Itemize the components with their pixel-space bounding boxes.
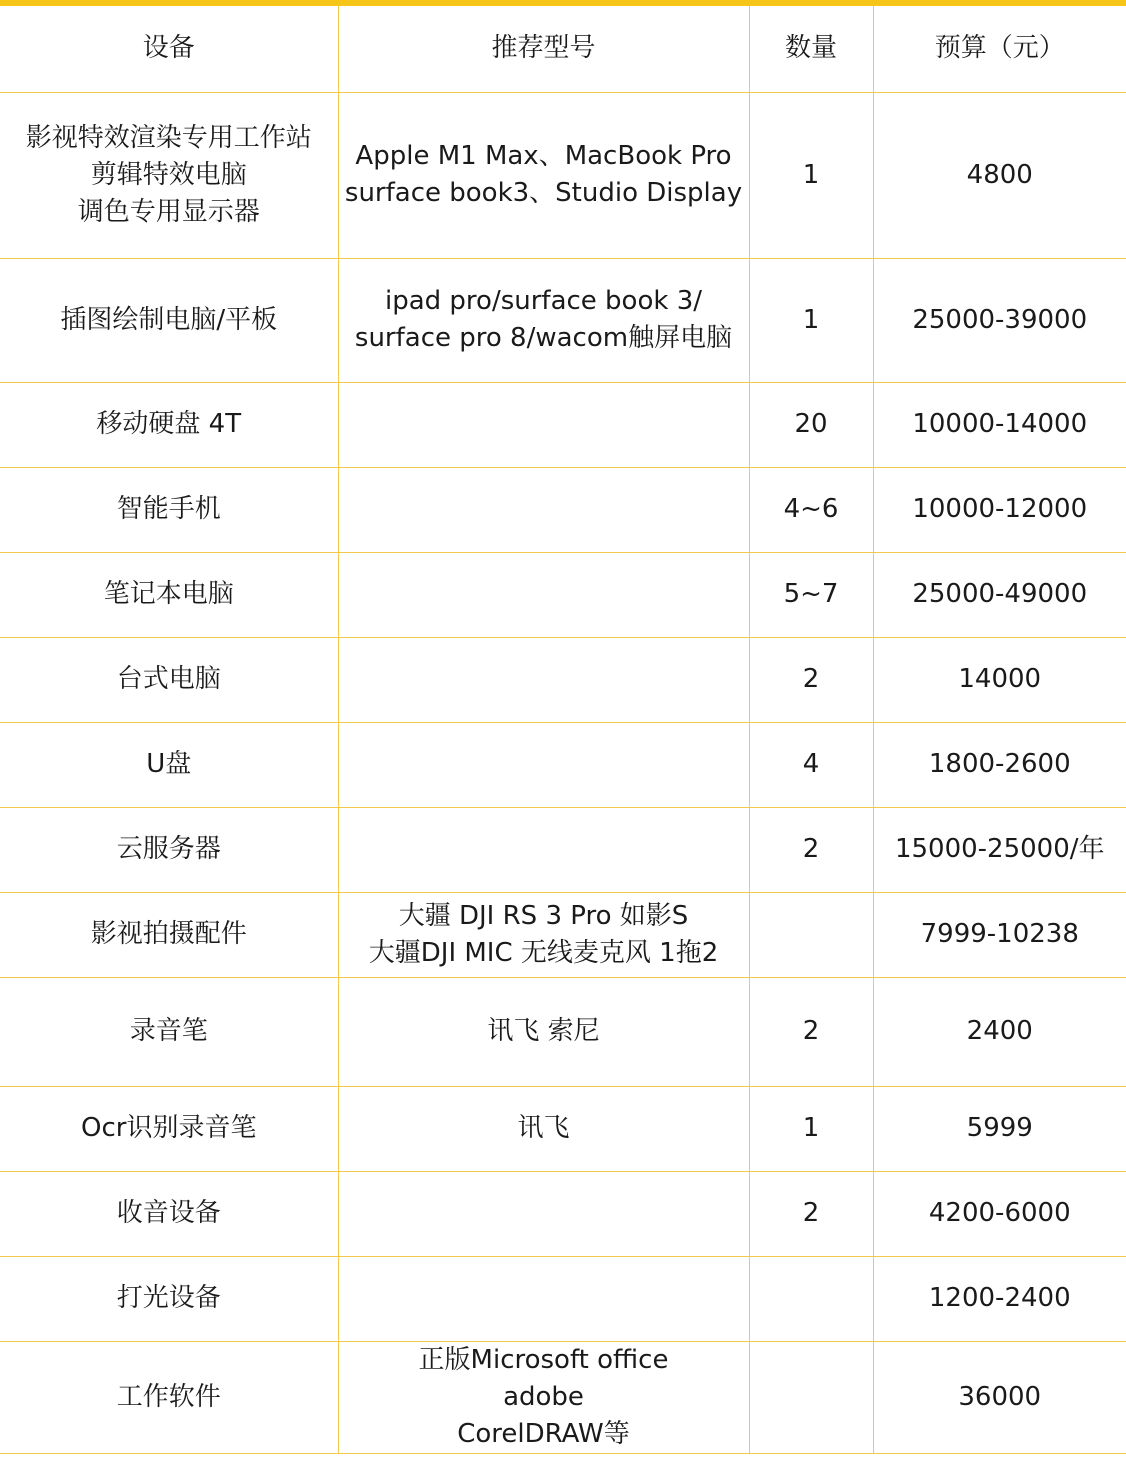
model-cell [338,807,749,892]
budget-cell: 4800 [873,92,1126,258]
budget-cell: 10000-12000 [873,467,1126,552]
budget-cell: 7999-10238 [873,892,1126,977]
quantity-cell: 20 [749,382,873,467]
device-cell-line: 影视特效渲染专用工作站 [25,122,312,153]
device-cell-line: 剪辑特效电脑 [90,159,247,190]
model-cell [338,92,749,258]
model-cell-line: surface book3、Studio Display [344,178,743,208]
budget-cell: 2400 [873,977,1126,1086]
model-cell [338,467,749,552]
quantity-cell [749,892,873,977]
device-cell [0,1086,338,1171]
model-cell-line: 讯飞 索尼 [487,1016,600,1046]
quantity-cell: 2 [749,977,873,1086]
table-row [0,722,1126,807]
budget-cell: 15000-25000/年 [873,807,1126,892]
quantity-cell: 1 [749,1086,873,1171]
table-row [0,1086,1126,1171]
table-row [0,467,1126,552]
device-cell-line: Ocr识别录音笔 [81,1113,257,1143]
header-device: 设备 [0,6,338,92]
model-cell-line: surface pro 8/wacom触屏电脑 [354,323,733,353]
budget-cell: 1800-2600 [873,722,1126,807]
model-cell [338,1171,749,1256]
budget-cell: 25000-49000 [873,552,1126,637]
model-cell [338,382,749,467]
quantity-cell: 2 [749,1171,873,1256]
model-cell-line: 大疆 DJI RS 3 Pro 如影S [398,900,689,931]
model-cell-line: adobe [503,1381,584,1412]
model-cell [338,977,749,1086]
budget-cell: 14000 [873,637,1126,722]
budget-cell: 1200-2400 [873,1256,1126,1341]
device-cell-line: 收音设备 [116,1198,221,1228]
model-cell [338,722,749,807]
device-cell-line: 移动硬盘 4T [96,409,242,439]
quantity-cell: 4~6 [749,467,873,552]
device-cell [0,977,338,1086]
table-row [0,977,1126,1086]
model-cell [338,1086,749,1171]
model-cell [338,1256,749,1341]
header-model: 推荐型号 [338,6,749,92]
table-row [0,637,1126,722]
quantity-cell [749,1256,873,1341]
budget-cell: 4200-6000 [873,1171,1126,1256]
model-cell-line: 正版Microsoft office [418,1344,669,1375]
quantity-cell: 1 [749,258,873,382]
device-cell-line: 调色专用显示器 [77,196,260,227]
device-cell-line: U盘 [146,749,192,779]
device-cell-line: 影视拍摄配件 [90,919,247,949]
quantity-cell [749,1341,873,1453]
quantity-cell: 4 [749,722,873,807]
header-budget: 预算（元） [873,6,1126,92]
model-cell-line: Apple M1 Max、MacBook Pro [355,141,732,171]
device-cell [0,552,338,637]
device-cell [0,892,338,977]
model-cell-line: 大疆DJI MIC 无线麦克风 1拖2 [368,937,719,968]
table-row [0,258,1126,382]
device-cell [0,637,338,722]
device-cell [0,1256,338,1341]
device-cell [0,467,338,552]
device-cell [0,807,338,892]
quantity-cell: 2 [749,637,873,722]
table-row [0,552,1126,637]
device-cell-line: 打光设备 [116,1283,221,1313]
device-cell [0,258,338,382]
device-cell-line: 智能手机 [116,494,221,524]
table-row [0,1256,1126,1341]
model-cell-line: ipad pro/surface book 3/ [384,286,702,316]
device-cell [0,1341,338,1453]
device-cell [0,92,338,258]
budget-cell: 5999 [873,1086,1126,1171]
model-cell [338,258,749,382]
equipment-budget-table [0,6,1126,1454]
budget-cell: 36000 [873,1341,1126,1453]
budget-cell: 25000-39000 [873,258,1126,382]
header-quantity: 数量 [749,6,873,92]
model-cell [338,1341,749,1453]
table-row [0,807,1126,892]
device-cell-line: 云服务器 [116,834,221,864]
model-cell [338,552,749,637]
device-cell [0,722,338,807]
model-cell [338,892,749,977]
device-cell-line: 插图绘制电脑/平板 [60,304,278,335]
quantity-cell: 1 [749,92,873,258]
table-row [0,892,1126,977]
table-row [0,92,1126,258]
quantity-cell: 5~7 [749,552,873,637]
table-body [0,92,1126,1453]
table-header-row [0,6,1126,92]
quantity-cell: 2 [749,807,873,892]
table-row [0,1341,1126,1453]
budget-cell: 10000-14000 [873,382,1126,467]
model-cell [338,637,749,722]
device-cell [0,1171,338,1256]
table-row [0,382,1126,467]
device-cell-line: 台式电脑 [116,664,221,694]
device-cell-line: 工作软件 [116,1381,221,1412]
device-cell-line: 录音笔 [129,1016,208,1046]
device-cell [0,382,338,467]
model-cell-line: CorelDRAW等 [457,1418,630,1449]
model-cell-line: 讯飞 [517,1113,570,1143]
device-cell-line: 笔记本电脑 [103,579,234,609]
table-row [0,1171,1126,1256]
